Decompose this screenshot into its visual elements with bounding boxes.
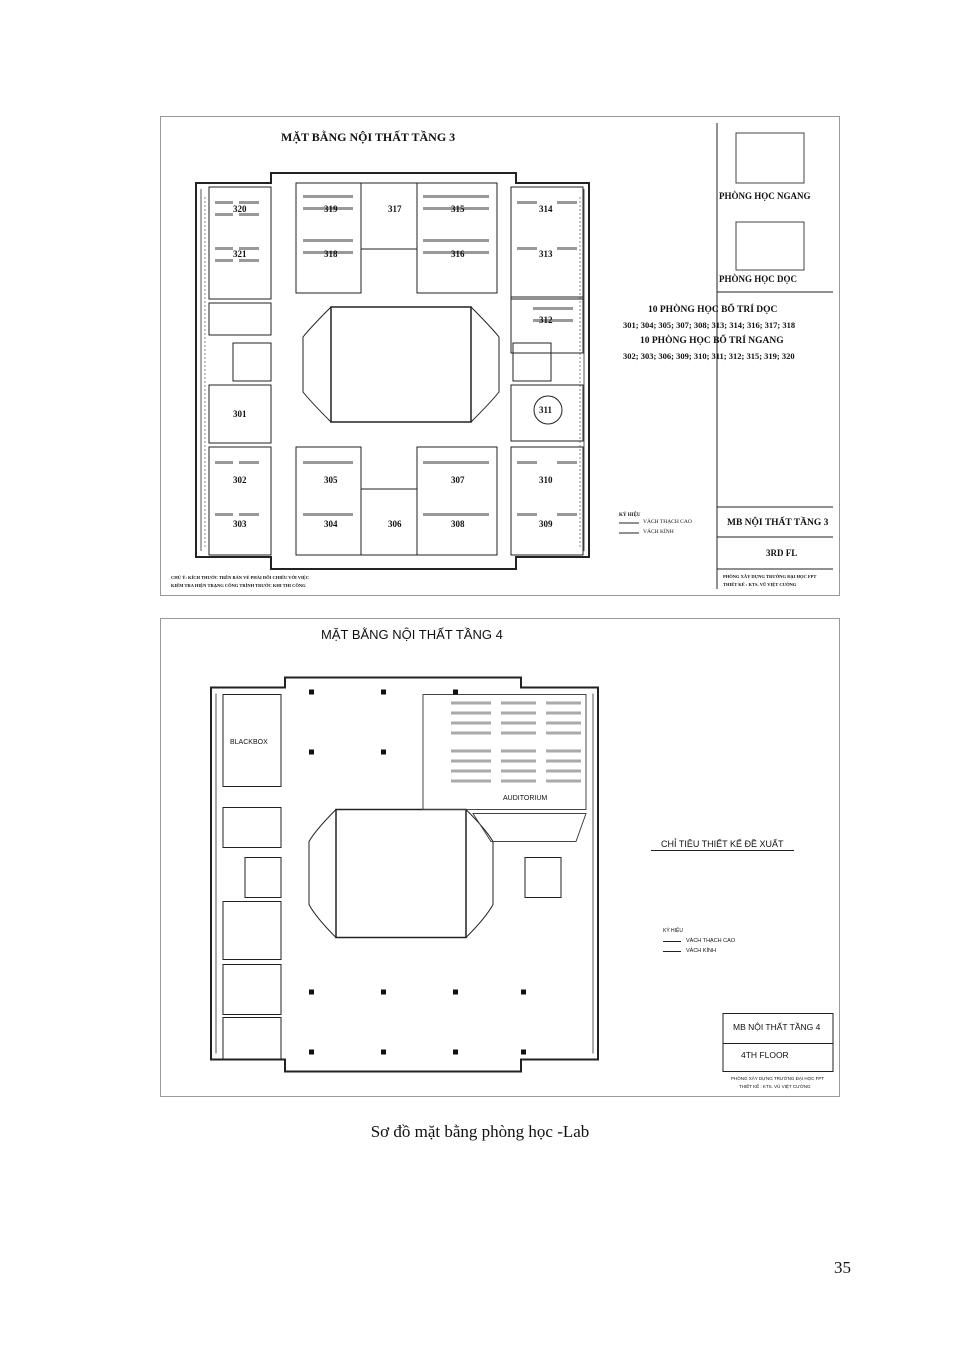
summary-line2: 301; 304; 305; 307; 308; 313; 314; 316; 317; 318 <box>623 320 796 330</box>
proposal-label: CHỈ TIÊU THIẾT KẾ ĐỀ XUẤT <box>661 839 784 849</box>
room-315: 315 <box>451 204 465 214</box>
room-301: 301 <box>233 409 247 419</box>
room-321: 321 <box>233 249 247 259</box>
stamp-org: PHÒNG XÂY DỰNG TRƯỜNG ĐẠI HỌC FPT <box>723 574 817 579</box>
summary-line4: 302; 303; 306; 309; 310; 311; 312; 315; 319; 320 <box>623 351 795 361</box>
room-317: 317 <box>388 204 402 214</box>
room-320: 320 <box>233 204 247 214</box>
room-319: 319 <box>324 204 338 214</box>
f4-stamp-title: MB NỘI THẤT TẦNG 4 <box>733 1022 821 1032</box>
type-vertical-label: PHÒNG HỌC DỌC <box>719 274 797 284</box>
floor3-title: MẶT BẰNG NỘI THẤT TẦNG 3 <box>281 130 456 144</box>
f4-stamp-org: PHÒNG XÂY DỰNG TRƯỜNG ĐẠI HỌC FPT <box>731 1076 825 1081</box>
room-316: 316 <box>451 249 465 259</box>
summary-line1: 10 PHÒNG HỌC BỐ TRÍ DỌC <box>648 305 778 315</box>
legend-item-glass: VÁCH KÍNH <box>643 529 674 535</box>
room-303: 303 <box>233 519 247 529</box>
stamp-designer: THIẾT KẾ : KTS. VŨ VIỆT CƯỜNG <box>723 582 797 587</box>
room-306: 306 <box>388 519 402 529</box>
note-line1: CHÚ Ý: KÍCH THƯỚC TRÊN BẢN VẼ PHẢI ĐỐI CHIẾU VỚI VIỆC <box>171 575 310 580</box>
room-311: 311 <box>539 405 553 415</box>
room-314: 314 <box>539 204 553 214</box>
f4-legend-title: KÝ HIỆU <box>663 928 684 934</box>
room-318: 318 <box>324 249 338 259</box>
f4-stamp-floor: 4TH FLOOR <box>741 1050 789 1060</box>
figure-caption: Sơ đồ mặt bằng phòng học -Lab <box>370 1122 590 1141</box>
floor4-plan-sheet <box>160 618 840 1097</box>
stamp-title: MB NỘI THẤT TẦNG 3 <box>727 518 829 528</box>
room-313: 313 <box>539 249 553 259</box>
room-307: 307 <box>451 475 465 485</box>
room-305: 305 <box>324 475 338 485</box>
auditorium-label: AUDITORIUM <box>503 795 548 802</box>
stamp-floor: 3RD FL <box>766 548 798 558</box>
room-309: 309 <box>539 519 553 529</box>
page-number: 35 <box>834 1258 851 1277</box>
legend-title: KÝ HIỆU <box>619 513 641 518</box>
room-302: 302 <box>233 475 247 485</box>
floor4-title: MẶT BẰNG NỘI THẤT TẦNG 4 <box>321 627 503 642</box>
f4-legend-item-gypsum: VÁCH THẠCH CAO <box>686 938 736 944</box>
f4-stamp-designer: THIẾT KẾ : KTS. VŨ VIỆT CƯỜNG <box>739 1084 811 1089</box>
room-304: 304 <box>324 519 338 529</box>
room-308: 308 <box>451 519 465 529</box>
type-horizontal-label: PHÒNG HỌC NGANG <box>719 191 811 201</box>
summary-line3: 10 PHÒNG HỌC BỐ TRÍ NGANG <box>640 336 784 346</box>
room-312: 312 <box>539 315 553 325</box>
floor3-plan-sheet <box>160 116 840 596</box>
room-310: 310 <box>539 475 553 485</box>
blackbox-label: BLACKBOX <box>230 739 268 746</box>
legend-item-gypsum: VÁCH THẠCH CAO <box>643 519 692 525</box>
note-line2: KIỂM TRA HIỆN TRẠNG CÔNG TRÌNH TRƯỚC KHI THI CÔNG <box>171 583 306 588</box>
f4-legend-item-glass: VÁCH KÍNH <box>686 948 716 954</box>
